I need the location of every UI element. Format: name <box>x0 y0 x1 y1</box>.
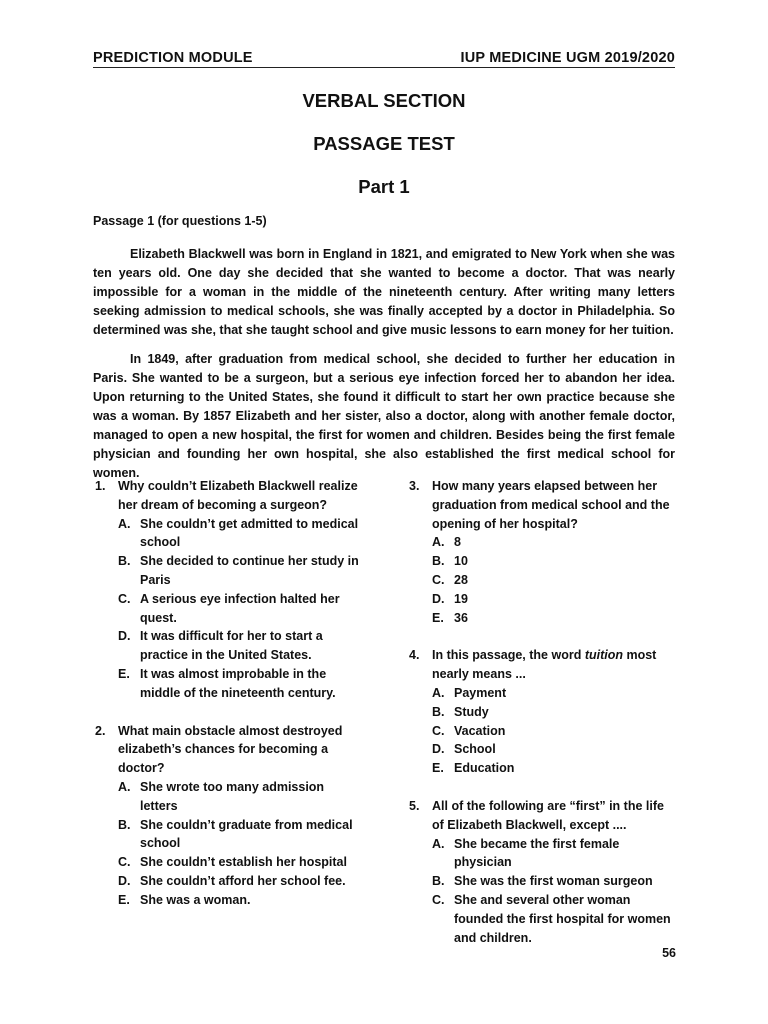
option-text: Vacation <box>454 723 506 738</box>
question-column-left <box>93 477 365 910</box>
question-3 <box>407 477 679 627</box>
option-text: School <box>454 742 496 757</box>
option-letter: E. <box>118 892 130 907</box>
answer-option <box>118 872 365 891</box>
question-text <box>432 646 679 684</box>
part-title: Part 1 <box>358 176 410 197</box>
answer-option <box>118 816 365 854</box>
question-keyword: tuition <box>584 648 623 663</box>
option-letter: A. <box>432 685 445 700</box>
question-2 <box>93 722 365 910</box>
option-letter: C. <box>432 892 445 907</box>
question-text: What main obstacle almost destroyed elizabeth’s chances for becoming a doctor? <box>118 723 343 776</box>
option-letter: A. <box>432 535 445 550</box>
answer-option <box>432 684 679 703</box>
option-letter: E. <box>118 666 130 681</box>
answer-option <box>432 872 679 891</box>
question-1 <box>93 477 365 703</box>
option-text: She couldn’t graduate from medical school <box>140 817 353 851</box>
answer-option <box>118 778 365 816</box>
answer-option <box>432 590 679 609</box>
section-title: VERBAL SECTION <box>302 90 466 111</box>
question-text: How many years elapsed between her graduation from medical school and the opening of her hospital? <box>432 479 670 531</box>
answer-option <box>432 552 679 571</box>
question-4 <box>407 646 679 778</box>
answer-option <box>432 571 679 590</box>
option-text: Study <box>454 704 489 719</box>
passage-paragraph-1: Elizabeth Blackwell was born in England in 1821, and emigrated to New York when she was ten years old. One day she decided that she wanted to become a doctor. That was nearly impossible for a woman in the middle of the nineteenth century. After writing many letters seeking admission to medical schools, she was finally accepted by a doctor in Philadelphia. So determined was she, that she taught school and give music lessons to earn money for her tuition. <box>93 247 675 337</box>
option-text: 10 <box>454 554 468 569</box>
answer-option <box>118 891 365 910</box>
answer-option <box>118 627 365 665</box>
option-text: She decided to continue her study in Paris <box>140 554 359 587</box>
option-text: 36 <box>454 610 468 625</box>
option-text: She became the first female physician <box>454 836 620 870</box>
question-number: 2. <box>95 723 106 738</box>
question-number: 5. <box>409 798 420 813</box>
option-text: She couldn’t establish her hospital <box>140 855 347 870</box>
answer-option <box>432 835 679 873</box>
question-text-after: most nearly means ... <box>432 648 657 682</box>
option-text: She couldn’t afford her school fee. <box>140 873 346 888</box>
option-letter: D. <box>118 873 131 888</box>
option-letter: B. <box>118 817 131 832</box>
option-letter: C. <box>118 855 131 870</box>
option-text: 8 <box>454 535 461 550</box>
test-title: PASSAGE TEST <box>313 133 455 154</box>
option-text: 28 <box>454 572 468 587</box>
option-letter: C. <box>432 723 445 738</box>
option-text: She wrote too many admission letters <box>140 779 325 813</box>
answer-option <box>118 515 365 553</box>
answer-option <box>432 703 679 722</box>
option-letter: B. <box>432 704 445 719</box>
option-letter: A. <box>432 836 445 851</box>
option-letter: E. <box>432 610 444 625</box>
question-text: All of the following are “first” in the life of Elizabeth Blackwell, except .... <box>432 798 664 832</box>
question-number: 1. <box>95 479 106 493</box>
passage-heading: Passage 1 (for questions 1-5) <box>93 214 267 228</box>
option-text: It was almost improbable in the middle of the nineteenth century. <box>140 666 336 700</box>
page-header <box>93 44 675 68</box>
option-text: It was difficult for her to start a practice in the United States. <box>140 629 323 663</box>
option-letter: B. <box>118 554 131 569</box>
option-text: Payment <box>454 685 507 700</box>
answer-option <box>432 891 679 947</box>
answer-option <box>118 853 365 872</box>
option-text: 19 <box>454 591 468 606</box>
option-text: Education <box>454 761 515 776</box>
question-text: Why couldn’t Elizabeth Blackwell realize her dream of becoming a surgeon? <box>118 479 358 512</box>
option-letter: C. <box>118 591 131 606</box>
option-text: She was a woman. <box>140 892 251 907</box>
answer-option <box>118 665 365 703</box>
option-text: A serious eye infection halted her quest. <box>140 591 340 625</box>
answer-option <box>432 740 679 759</box>
header-left: PREDICTION MODULE <box>93 50 253 66</box>
page-number: 56 <box>662 946 676 960</box>
answer-option <box>432 533 679 552</box>
question-number: 3. <box>409 479 420 493</box>
question-text-before: In this passage, the word <box>432 648 585 663</box>
answer-option <box>118 590 365 628</box>
option-text: She and several other woman founded the first hospital for women and children. <box>454 892 671 945</box>
option-letter: C. <box>432 572 445 587</box>
answer-option <box>118 552 365 590</box>
option-letter: A. <box>118 779 131 794</box>
option-letter: A. <box>118 516 131 531</box>
header-right: IUP MEDICINE UGM 2019/2020 <box>460 50 675 66</box>
option-letter: E. <box>432 761 444 776</box>
option-letter: D. <box>432 742 445 757</box>
passage-paragraph-2: In 1849, after graduation from medical school, she decided to further her education in Paris. She wanted to be a surgeon, but a serious eye infection forced her to abandon her idea. Upon returning to the United States, she found it difficult to start her own practice because she was a woman. By 1857 Elizabeth and her sister, also a doctor, along with another female doctor, managed to open a new hospital, the first for women and children. Besides being the first female physician and founding her own hospital, she also established the first medical school for women. <box>93 352 675 480</box>
answer-option <box>432 609 679 628</box>
option-letter: D. <box>432 591 445 606</box>
option-letter: B. <box>432 874 445 889</box>
answer-option <box>432 722 679 741</box>
answer-option <box>432 759 679 778</box>
question-column-right <box>407 477 679 947</box>
option-text: She was the first woman surgeon <box>454 874 653 889</box>
option-letter: B. <box>432 554 445 569</box>
question-number: 4. <box>409 648 420 663</box>
option-text: She couldn’t get admitted to medical school <box>140 516 359 550</box>
question-5 <box>407 797 679 947</box>
option-letter: D. <box>118 629 131 644</box>
